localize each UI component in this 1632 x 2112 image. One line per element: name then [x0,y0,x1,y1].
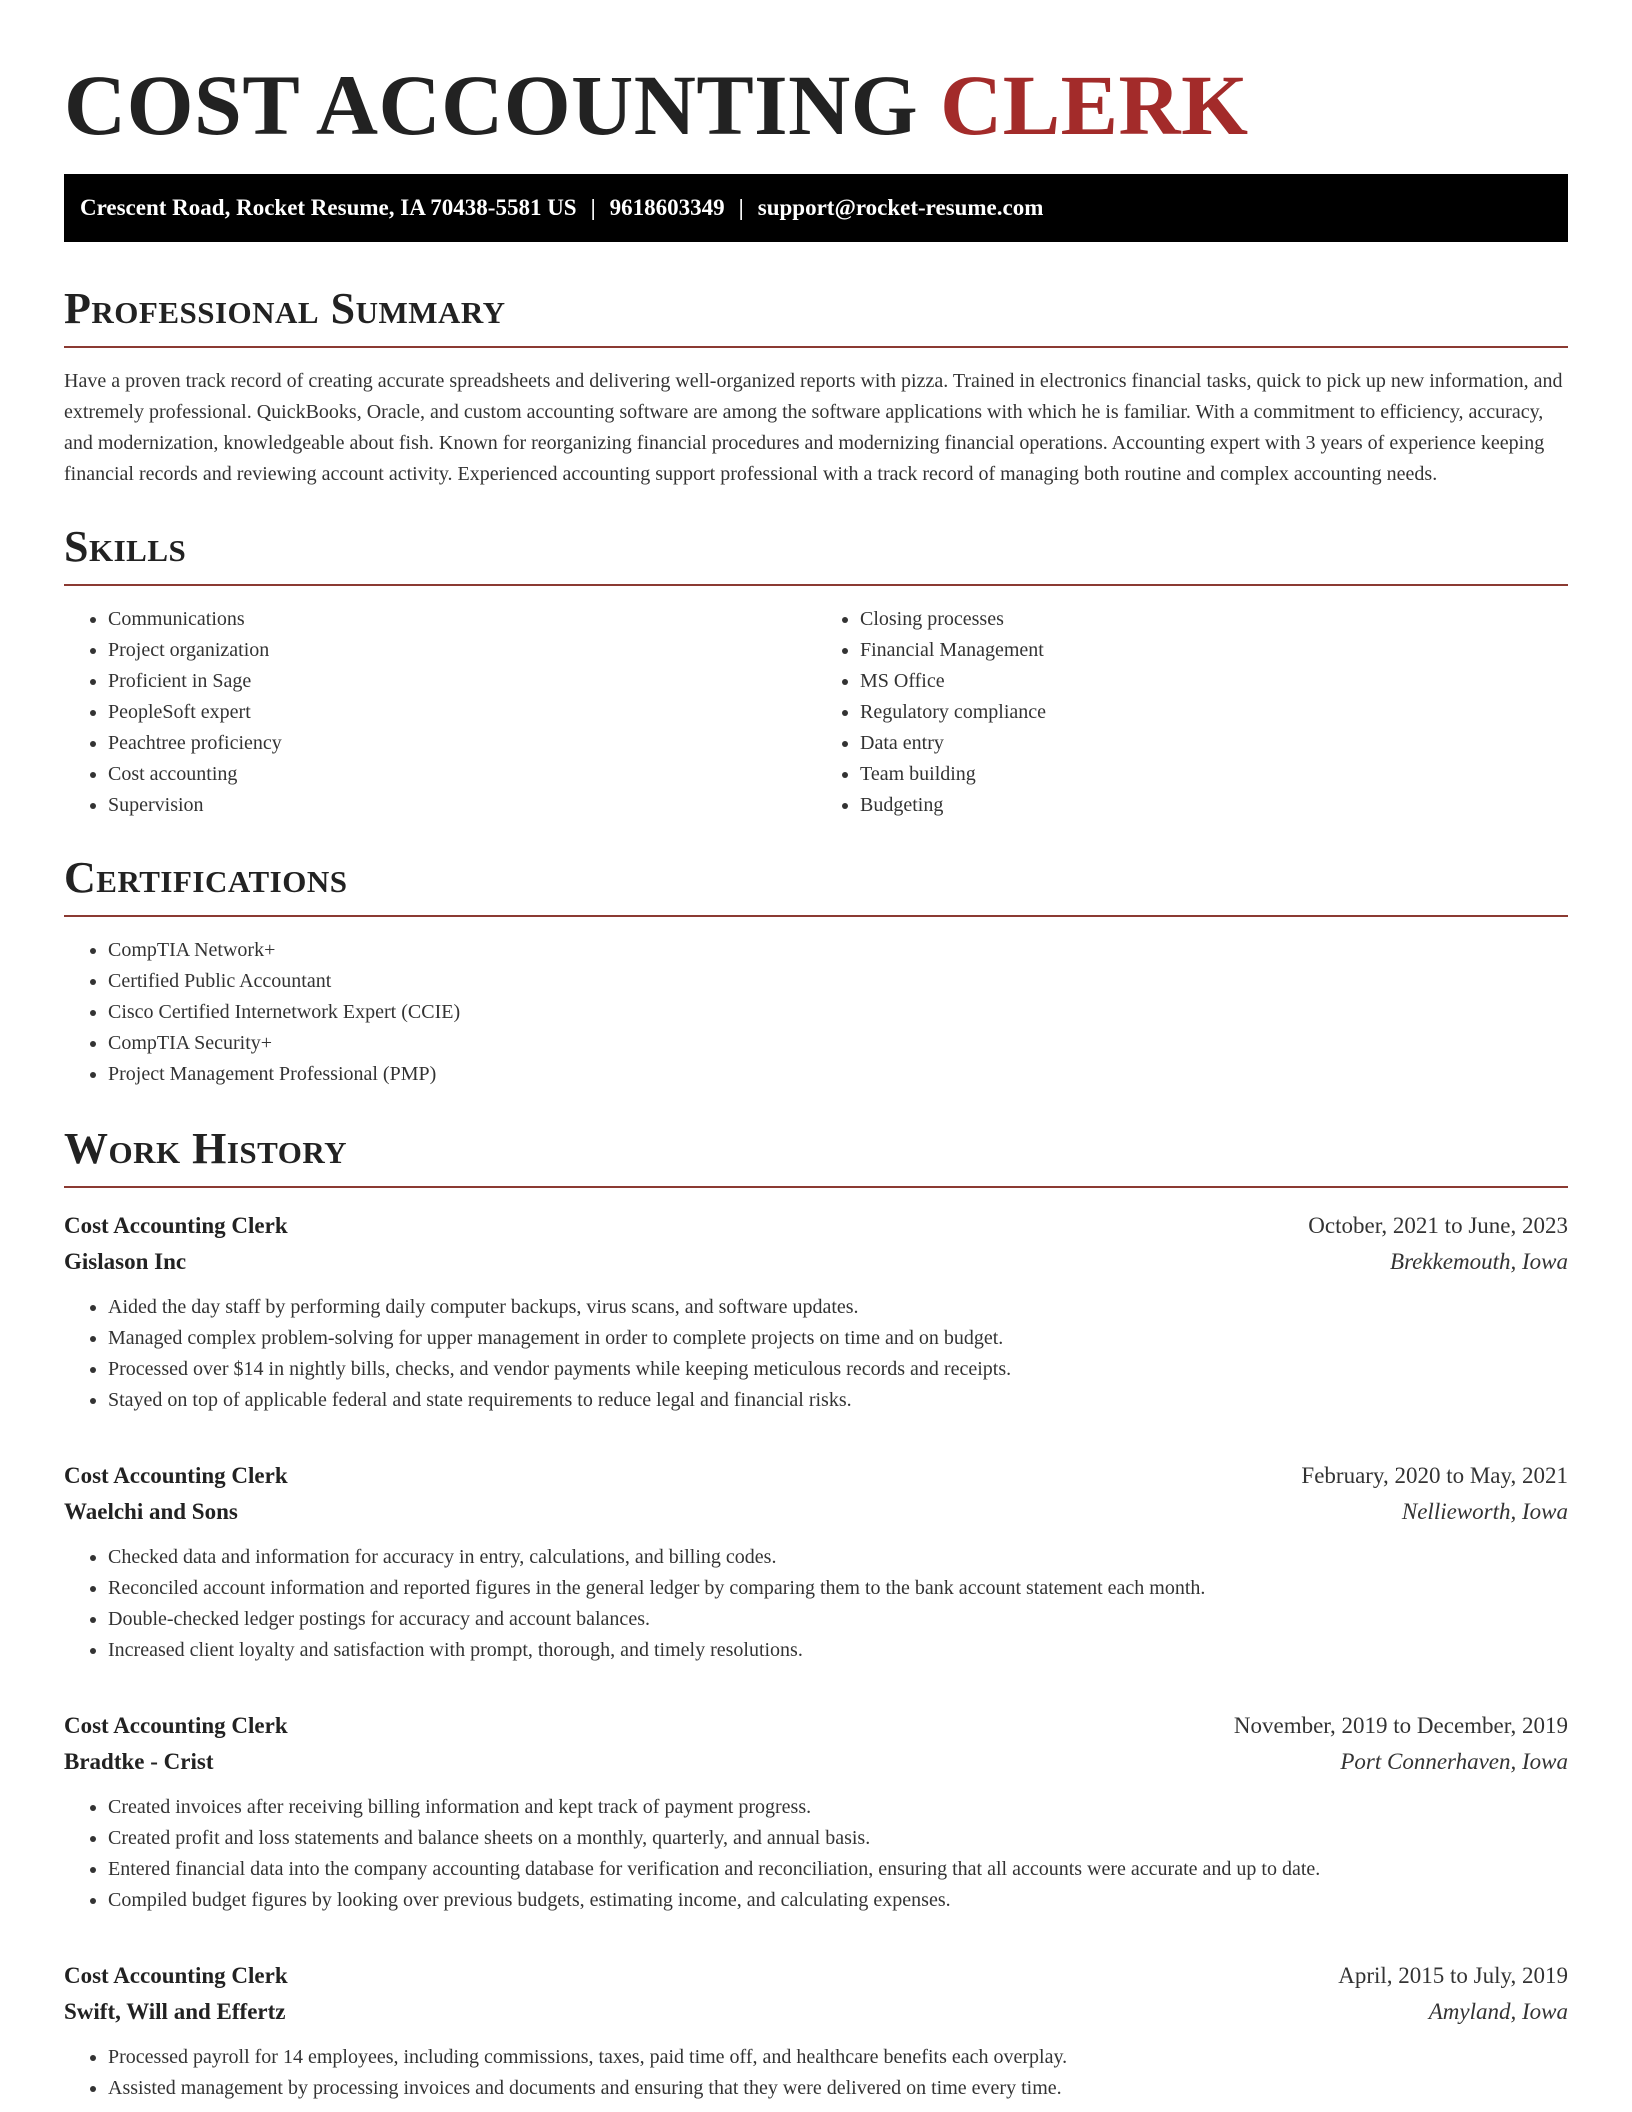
certification-item: • Cisco Certified Internetwork Expert (CCIE) [108,997,1568,1028]
job-title: Cost Accounting Clerk [64,1463,288,1488]
contact-bar [64,174,1568,242]
skills-section [64,522,1568,821]
job-entry [64,1208,1568,1416]
job-header-row [64,1958,1568,1994]
job-location: Amyland, Iowa [1428,1999,1568,2024]
job-title: Cost Accounting Clerk [64,1963,288,1988]
job-company: Waelchi and Sons [64,1499,238,1524]
skill-item: • Regulatory compliance [860,697,1568,728]
job-bullet: • Double-checked ledger postings for accuracy and account balances. [108,1604,1568,1635]
job-bullet: • Created profit and loss statements and balance sheets on a monthly, quarterly, and annual basis. [108,1823,1568,1854]
job-bullets [64,1792,1568,1916]
section-divider [64,346,1568,348]
job-entry [64,1458,1568,1666]
section-heading: Skills [64,522,187,571]
title-main: COST ACCOUNTING [64,57,919,153]
job-company: Gislason Inc [64,1249,187,1274]
job-bullet: • Processed over $14 in nightly bills, checks, and vendor payments while keeping meticulous records and receipts. [108,1354,1568,1385]
job-bullet: • Aided the day staff by performing daily computer backups, virus scans, and software updates. [108,1292,1568,1323]
job-company-row [64,1994,1568,2030]
job-bullets [64,2042,1568,2104]
certifications-list [64,935,1568,1090]
skill-item: • Closing processes [860,604,1568,635]
section-heading: Professional Summary [64,284,506,333]
skills-list-left [64,604,816,821]
contact-separator: | [590,195,596,220]
skill-item: • Peachtree proficiency [108,728,816,759]
skill-item: • Team building [860,759,1568,790]
job-company-row [64,1744,1568,1780]
skill-item: • Data entry [860,728,1568,759]
certifications-section [64,853,1568,1090]
professional-summary-section [64,284,1568,490]
job-dates: October, 2021 to June, 2023 [1308,1213,1568,1238]
job-company-row [64,1494,1568,1530]
certification-item: • CompTIA Security+ [108,1028,1568,1059]
contact-separator: | [738,195,744,220]
skill-item: • MS Office [860,666,1568,697]
work-history-section [64,1124,1568,2104]
skills-columns [64,586,1568,821]
contact-address: Crescent Road, Rocket Resume, IA 70438-5581 US [80,195,577,220]
skill-item: • Proficient in Sage [108,666,816,697]
job-bullet: • Increased client loyalty and satisfaction with prompt, thorough, and timely resolutions. [108,1635,1568,1666]
job-bullet: • Processed payroll for 14 employees, including commissions, taxes, paid time off, and healthcare benefits each overplay. [108,2042,1568,2073]
job-entry [64,1958,1568,2104]
skill-item: • Project organization [108,635,816,666]
job-company: Bradtke - Crist [64,1749,214,1774]
job-bullet: • Entered financial data into the company accounting database for verification and reconciliation, ensuring that all accounts were accurate and up to date. [108,1854,1568,1885]
skill-item: • Budgeting [860,790,1568,821]
job-company: Swift, Will and Effertz [64,1999,286,2024]
contact-email: support@rocket-resume.com [757,195,1044,220]
job-bullets [64,1292,1568,1416]
skill-item: • Financial Management [860,635,1568,666]
job-entry [64,1708,1568,1916]
skill-item: • Communications [108,604,816,635]
summary-text: Have a proven track record of creating accurate spreadsheets and delivering well-organized reports with pizza. Trained in electronics financial tasks, quick to pick up new information, and extremely professional. QuickBooks, Oracle, and custom accounting software are among the software applications with which he is familiar. With a commitment to efficiency, accuracy, and modernization, knowledgeable about fish. Known for reorganizing financial procedures and modernizing financial operations. Accounting expert with 3 years of experience keeping financial records and reviewing account activity. Experienced accounting support professional with a track record of managing both routine and complex accounting needs. [64,370,1563,485]
job-bullets [64,1542,1568,1666]
job-bullet: • Managed complex problem-solving for upper management in order to complete projects on time and on budget. [108,1323,1568,1354]
job-bullet: • Created invoices after receiving billing information and kept track of payment progress. [108,1792,1568,1823]
section-divider [64,1186,1568,1188]
job-company-row [64,1244,1568,1280]
job-bullet: • Assisted management by processing invoices and documents and ensuring that they were delivered on time every time. [108,2073,1568,2104]
job-bullet: • Compiled budget figures by looking over previous budgets, estimating income, and calculating expenses. [108,1885,1568,1916]
skill-item: • Supervision [108,790,816,821]
job-title: Cost Accounting Clerk [64,1213,288,1238]
section-heading: Work History [64,1124,348,1173]
skills-list-right [816,604,1568,821]
certification-item: • CompTIA Network+ [108,935,1568,966]
job-dates: April, 2015 to July, 2019 [1338,1963,1568,1988]
title-accent: CLERK [940,57,1249,153]
job-location: Nellieworth, Iowa [1401,1499,1568,1524]
job-bullet: • Checked data and information for accuracy in entry, calculations, and billing codes. [108,1542,1568,1573]
certification-item: • Certified Public Accountant [108,966,1568,997]
job-bullet: • Reconciled account information and reported figures in the general ledger by comparing them to the bank account statement each month. [108,1573,1568,1604]
job-bullet: • Stayed on top of applicable federal and state requirements to reduce legal and financial risks. [108,1385,1568,1416]
job-header-row [64,1708,1568,1744]
job-location: Brekkemouth, Iowa [1390,1249,1568,1274]
job-title: Cost Accounting Clerk [64,1713,288,1738]
section-divider [64,915,1568,917]
contact-phone: 9618603349 [609,195,725,220]
job-header-row [64,1458,1568,1494]
section-heading: Certifications [64,853,348,902]
skill-item: • PeopleSoft expert [108,697,816,728]
skill-item: • Cost accounting [108,759,816,790]
job-header-row [64,1208,1568,1244]
job-dates: November, 2019 to December, 2019 [1233,1713,1568,1738]
certification-item: • Project Management Professional (PMP) [108,1059,1568,1090]
job-dates: February, 2020 to May, 2021 [1301,1463,1568,1488]
resume-title [64,57,1568,153]
job-location: Port Connerhaven, Iowa [1340,1749,1568,1774]
